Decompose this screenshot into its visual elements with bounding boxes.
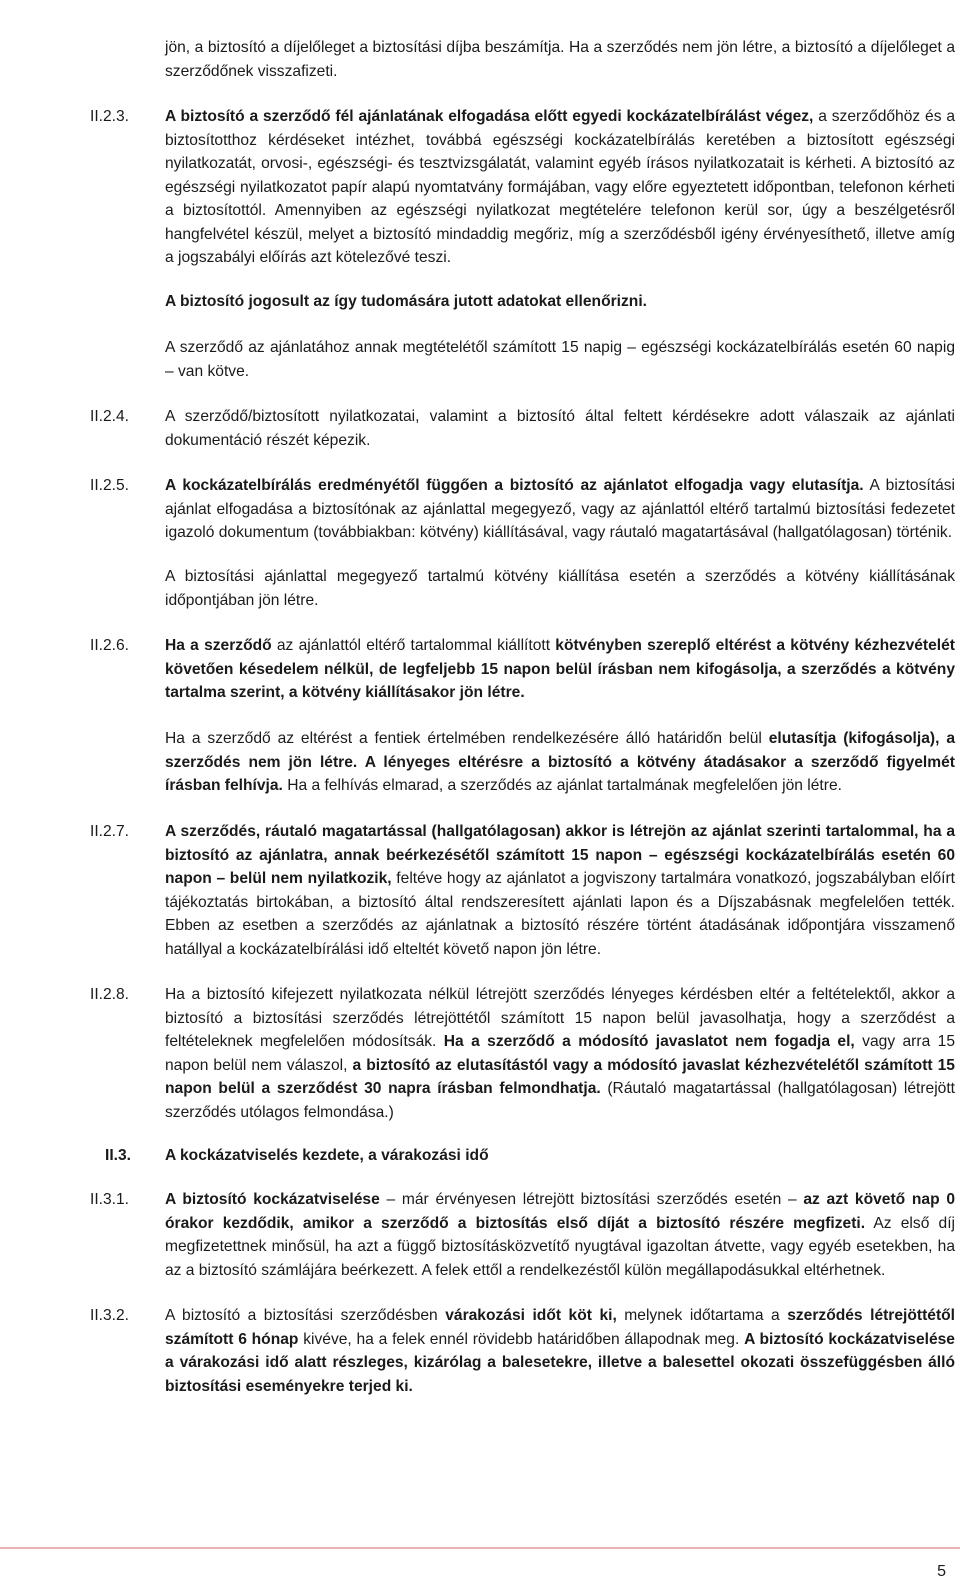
section-heading [165, 1144, 955, 1168]
footer-divider [0, 1547, 960, 1549]
paragraph-ii-2-6 [165, 634, 955, 705]
paragraph-ii-2-3-binding [165, 336, 955, 383]
paragraph-continuation [165, 36, 955, 83]
paragraph-text: A szerződő az ajánlatához annak megtételétől számított 15 napig – egészségi kockázatelbírálás esetén 60 napig – van kötve. [165, 339, 955, 380]
section-number: II.2.5. [90, 477, 130, 494]
paragraph-text: Ha a szerződő az ajánlattól eltérő tartalommal kiállított kötvényben szereplő eltérést a kötvény kézhezvételét követően késedelem nélkül, de legfeljebb 15 napon belül írásban nem kifogásolja, a szerződés a kötvény tartalma szerint, a kötvény kiállításakor jön létre. [165, 637, 955, 701]
paragraph-ii-2-7 [165, 820, 955, 961]
section-number: II.2.3. [90, 108, 130, 125]
section-number: II.2.6. [90, 637, 130, 654]
paragraph-text: jön, a biztosító a díjelőleget a biztosítási díjba beszámítja. Ha a szerződés nem jön létre, a biztosító a díjelőleget a szerződőnek visszafizeti. [165, 39, 955, 80]
section-number: II.2.8. [90, 986, 130, 1003]
paragraph-text: A kockázatelbírálás eredményétől függően a biztosító az ajánlatot elfogadja vagy elutasítja. A biztosítási ajánlat elfogadása a biztosítónak az ajánlattal megegyező, vagy az ajánlattól eltérő tartalmú biztosítási fedezetet igazoló dokumentum (továbbiakban: kötvény) kiállításával, vagy ráutaló magatartásával (hallgatólagosan) történik. [165, 477, 955, 541]
paragraph-text: A szerződés, ráutaló magatartással (hallgatólagosan) akkor is létrejön az ajánlat szerinti tartalommal, ha a biztosító az ajánlatra, annak beérkezésétől számított 15 napon – egészségi kockázatelbírálás esetén 60 napon – belül nem nyilatkozik, feltéve hogy az ajánlatot a jogviszony tartalmára vonatkozó, jogszabályban előírt tájékoztatás birtokában, a biztosító által rendszeresített ajánlati lapon és a Díjszabásnak megfelelően tették. Ebben az esetben a szerződés az ajánlatnak a biztosító részére történt átadásának időpontjára visszamenő hatállyal a kockázatelbírálási idő elteltét követő napon jön létre. [165, 823, 955, 958]
paragraph-ii-2-3-verify [165, 290, 955, 314]
paragraph-ii-3-1 [165, 1188, 955, 1282]
paragraph-ii-2-5 [165, 474, 955, 545]
paragraph-text: A biztosító a szerződő fél ajánlatának elfogadása előtt egyedi kockázatelbírálást végez, a szerződőhöz és a biztosítotthoz kérdéseket intézhet, továbbá egészségi kockázatelbírálás keretében a biztosított egészségi nyilatkozatát, orvosi-, egészségi- és tesztvizsgálatát, valamint egyéb írásos nyilatkozatait is kérheti. A biztosító az egészségi nyilatkozatot papír alapú nyomtatvány formájában, vagy előre egyeztetett időpontban, telefonon kérheti a biztosítottól. Amennyiben az egészségi nyilatkozat megtételére telefonon kerül sor, úgy a beszélgetésről hangfelvétel készül, melyet a biztosító mindaddig megőriz, míg a szerződésből igény érvényesíthető, illetve amíg a jogszabályi előírás azt kötelezővé teszi. [165, 108, 956, 266]
paragraph-ii-2-8 [165, 983, 955, 1124]
page-number: 5 [937, 1563, 946, 1580]
paragraph-ii-3-2 [165, 1304, 955, 1398]
section-number: II.3.2. [90, 1307, 130, 1324]
paragraph-text: Ha a szerződő az eltérést a fentiek értelmében rendelkezésére álló határidőn belül elutasítja (kifogásolja), a szerződés nem jön létre. A lényeges eltérésre a biztosító a kötvény átadásakor a szerződő figyelmét írásban felhívja. Ha a felhívás elmarad, a szerződés az ajánlat tartalmának megfelelően jön létre. [165, 730, 955, 794]
paragraph-ii-2-6-rejection [165, 727, 955, 798]
section-number: II.2.7. [90, 823, 130, 840]
paragraph-text: A biztosítási ajánlattal megegyező tartalmú kötvény kiállítása esetén a szerződés a kötvény kiállításának időpontjában jön létre. [165, 568, 955, 609]
section-heading-number: II.3. [105, 1147, 132, 1164]
paragraph-text: A biztosító jogosult az így tudomására jutott adatokat ellenőrizni. [165, 293, 647, 310]
paragraph-text: Ha a biztosító kifejezett nyilatkozata nélkül létrejött szerződés lényeges kérdésben eltér a feltételektől, akkor a biztosító a biztosítási szerződés létrejöttétől számított 15 napon belül javasolhatja, hogy a szerződést a feltételeknek megfelelően módosítsák. Ha a szerződő a módosító javaslatot nem fogadja el, vagy arra 15 napon belül nem válaszol, a biztosító az elutasítástól vagy a módosító javaslat kézhezvételétől számított 15 napon belül a szerződést 30 napra írásban felmondhatja. (Ráutaló magatartással (hallgatólagosan) létrejött szerződés utólagos felmondása.) [165, 986, 955, 1121]
paragraph-ii-2-4 [165, 405, 955, 452]
section-number: II.2.4. [90, 408, 130, 425]
paragraph-ii-2-3 [165, 105, 955, 270]
paragraph-text: A szerződő/biztosított nyilatkozatai, valamint a biztosító által feltett kérdésekre adott válaszaik az ajánlati dokumentáció részét képezik. [165, 408, 955, 449]
paragraph-ii-2-5-policy [165, 565, 955, 612]
section-number: II.3.1. [90, 1191, 130, 1208]
paragraph-text: A biztosító a biztosítási szerződésben várakozási időt köt ki, melynek időtartama a szerződés létrejöttétől számított 6 hónap kivéve, ha a felek ennél rövidebb határidőben állapodnak meg. A biztosító kockázatviselése a várakozási idő alatt részleges, kizárólag a balesetekre, illetve a balesettel okozati összefüggésben álló biztosítási eseményekre terjed ki. [165, 1307, 956, 1395]
heading-text: A kockázatviselés kezdete, a várakozási idő [165, 1147, 489, 1164]
paragraph-text: A biztosító kockázatviselése – már érvényesen létrejött biztosítási szerződés esetén – az azt követő nap 0 órakor kezdődik, amikor a szerződő a biztosítás első díját a biztosító részére megfizeti. Az első díj megfizetettnek minősül, ha azt a függő biztosításközvetítő nyugtával igazoltan átvette, vagy egyéb esetekben, ha az a biztosító számlájára beérkezett. A felek ettől a rendelkezéstől külön megállapodásukkal eltérhetnek. [165, 1191, 955, 1279]
